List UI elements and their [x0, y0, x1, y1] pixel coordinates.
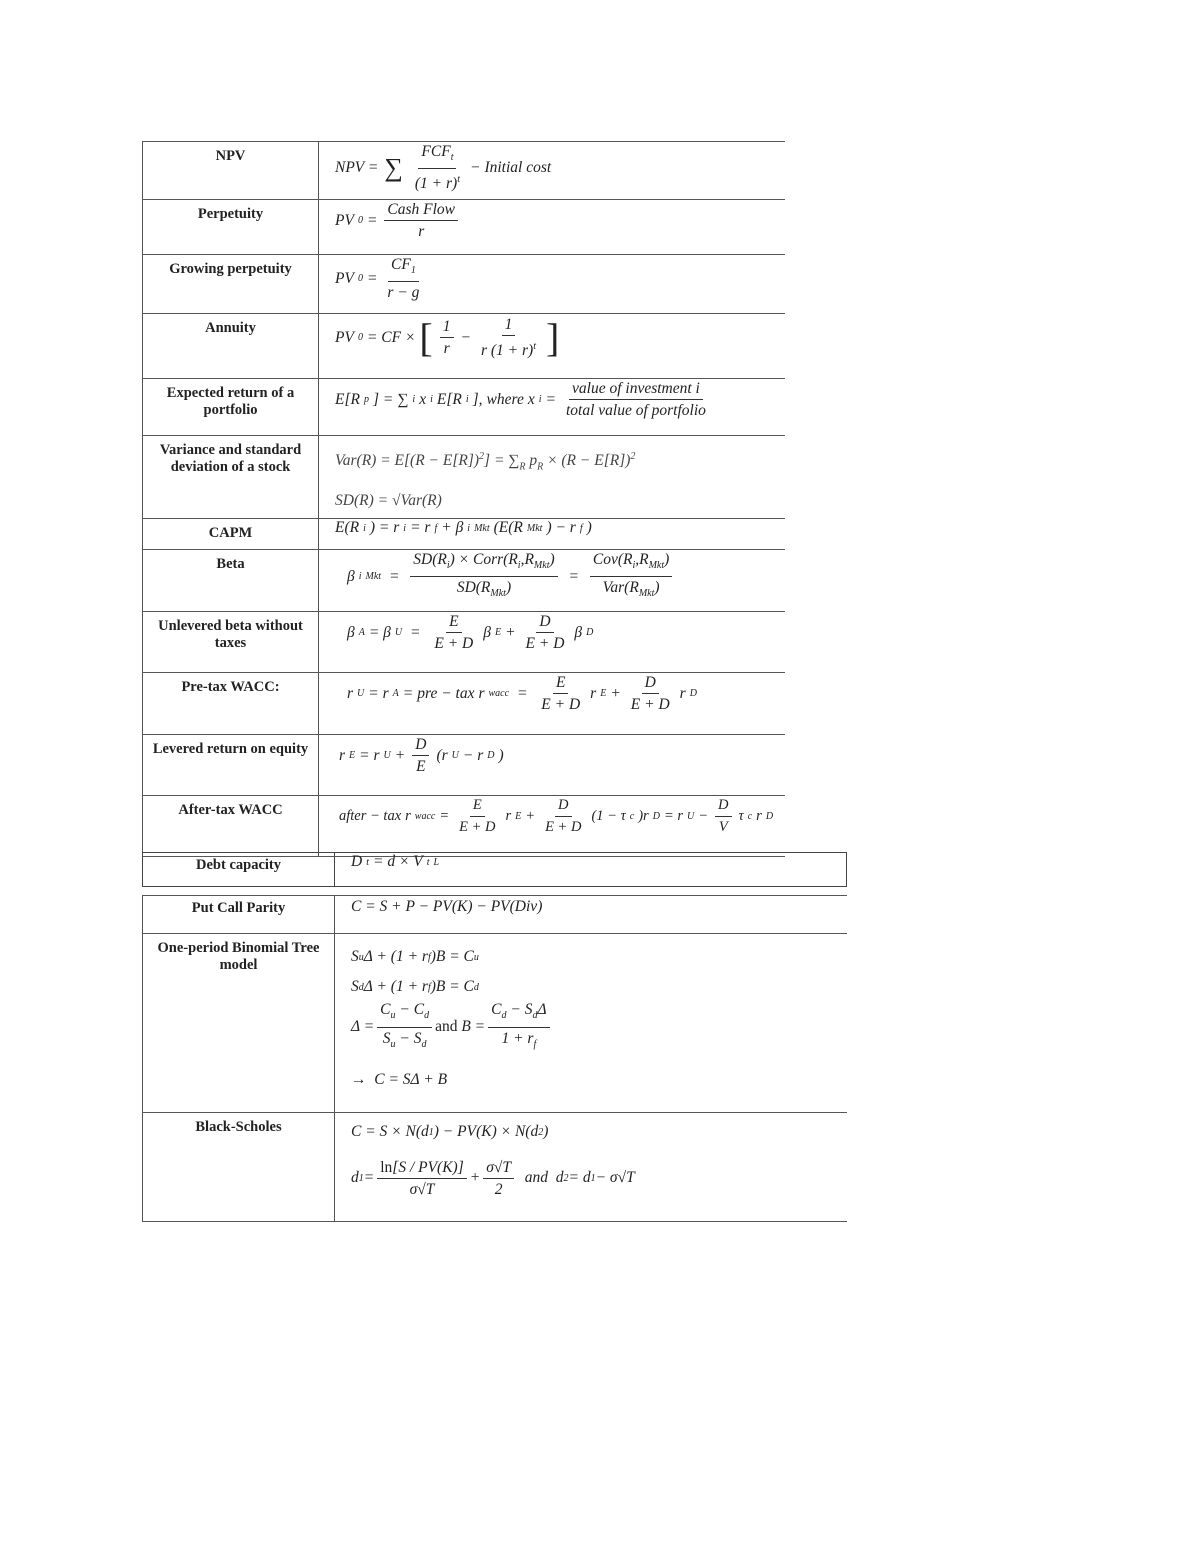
- row-label: Variance and standard deviation of a stock: [143, 436, 319, 519]
- row-label: Perpetuity: [143, 200, 319, 255]
- row-label: Beta: [143, 550, 319, 612]
- formula-growing-perpetuity: PV 0 = $CF_1$ r − g: [319, 255, 786, 314]
- formula-capm: E(R i ) = r i = r f + β i Mkt (E(R Mkt ) − r f ): [319, 519, 786, 550]
- row-label: Annuity: [143, 314, 319, 379]
- formula-perpetuity: PV 0 = Cash Flow r: [319, 200, 786, 255]
- row-pre-tax-wacc: [143, 673, 786, 735]
- formula-expected-return: E[R p ] = ∑ i x i E[R i ], where x i = value of investment i total value of portfolio: [319, 379, 786, 436]
- row-label: Unlevered beta without taxes: [143, 612, 319, 673]
- row-put-call-parity: [143, 896, 848, 934]
- row-label: Black-Scholes: [143, 1113, 335, 1222]
- formula-levered-return: r E = r U + D E (r U − r D ): [319, 735, 786, 796]
- formula-beta: β i Mkt = $SD(R_i)$ × $Corr(R_i,R_{Mkt})$ $SD(R_{Mkt})$ = $Cov(R_i,R_{Mkt})$ $Var(R_{Mkt})$: [319, 550, 786, 612]
- row-after-tax-wacc: [143, 796, 786, 857]
- formula-debt-capacity: D t = d × V t L: [335, 853, 847, 887]
- formula-binomial: S u Δ + (1 + r f )B = C u S d Δ + (1 + r f )B = C d Δ = $C_u - C_d$ $S_u - S_d$ and B = $C_d - S_d\Delta$ $1 + r_f$ → C = SΔ + B: [335, 934, 848, 1113]
- formula-unlevered-beta: β A = β U = E E + D β E + D E + D β D: [319, 612, 786, 673]
- row-label: Pre-tax WACC:: [143, 673, 319, 735]
- row-binomial: [143, 934, 848, 1113]
- row-expected-return: [143, 379, 786, 436]
- row-label: One-period Binomial Tree model: [143, 934, 335, 1113]
- row-debt-capacity: [143, 853, 847, 887]
- row-label: Growing perpetuity: [143, 255, 319, 314]
- row-npv: [143, 142, 786, 200]
- row-annuity: [143, 314, 786, 379]
- debt-capacity-table: [142, 852, 847, 887]
- row-growing-perpetuity: [143, 255, 786, 314]
- row-label: Expected return of a portfolio: [143, 379, 319, 436]
- formula-black-scholes: C = S × N(d 1 ) − PV(K) × N(d 2 ) d 1 = ln[S / PV(K)] σ√T + σ√T 2 and d 2 = d 1 − σ√T: [335, 1113, 848, 1222]
- formula-variance: $Var(R) = E[(R - E[R])^2] = \sum_R$ $p_R \times (R - E[R])^2$ SD(R) = √Var(R): [319, 436, 786, 519]
- formula-pre-tax-wacc: r U = r A = pre − tax r wacc = E E + D r E + D E + D r D: [319, 673, 786, 735]
- formula-table: [142, 141, 785, 857]
- formula-put-call-parity: C = S + P − PV(K) − PV(Div): [335, 896, 848, 934]
- row-label: Levered return on equity: [143, 735, 319, 796]
- row-capm: [143, 519, 786, 550]
- formula-after-tax-wacc: after − tax r wacc = E E + D r E + D E + D (1 − τ c )r D = r U − D V τ c r D: [319, 796, 786, 857]
- row-label: Put Call Parity: [143, 896, 335, 934]
- row-levered-return: [143, 735, 786, 796]
- row-perpetuity: [143, 200, 786, 255]
- row-black-scholes: [143, 1113, 848, 1222]
- options-table: [142, 895, 847, 1222]
- row-variance: [143, 436, 786, 519]
- formula-npv: NPV = ∑ $FCF_t$ $(1 + r)^t$ − Initial cost: [319, 142, 786, 200]
- row-label: Debt capacity: [143, 853, 335, 887]
- row-beta: [143, 550, 786, 612]
- row-unlevered-beta: [143, 612, 786, 673]
- formula-annuity: PV 0 = CF × [ 1 r − 1 r $(1 + r)^t$ ]: [319, 314, 786, 379]
- row-label: CAPM: [143, 519, 319, 550]
- row-label: NPV: [143, 142, 319, 200]
- row-label: After-tax WACC: [143, 796, 319, 857]
